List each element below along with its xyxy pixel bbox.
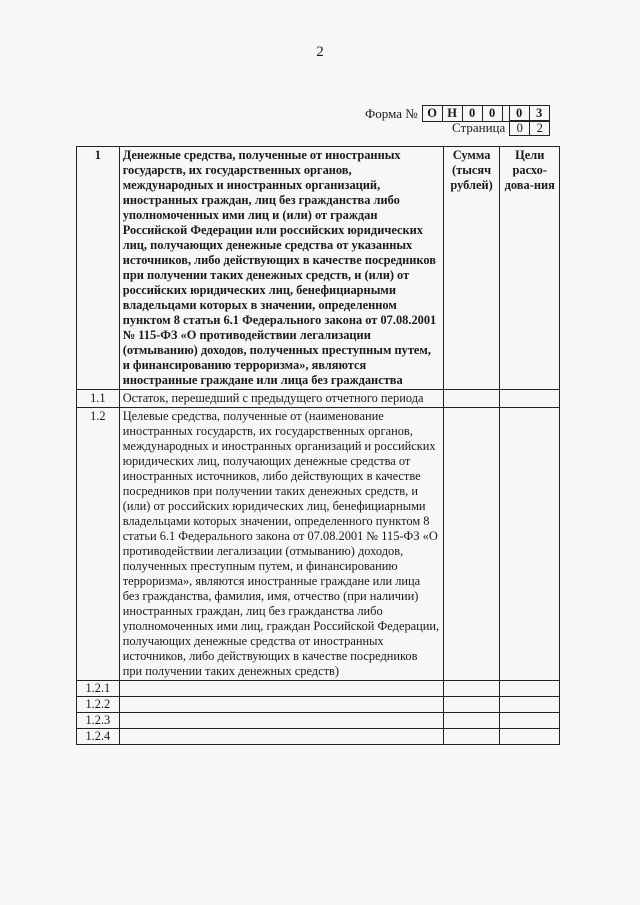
funds-table [76,146,560,745]
sum-cell [443,729,500,745]
page-number: 2 [316,44,324,60]
row-number: 1.2.4 [77,729,120,745]
row-description: Целевые средства, полученные от (наименование иностранных государств, их государственных органов, международных и иностранных организаций и российских юридических лиц, получающих денежные средства от иностранных источников, либо действующих в качестве посредников при получении таких денежных средств, и (или) от российских юридических лиц, бенефициарными владельцами которых значении, определенного пунктом 8 статьи 6.1 Федерального закона от 07.08.2001 № 115-ФЗ «О противодействии легализации (отмыванию) доходов, полученных преступным путем, и финансированию терроризма», являются иностранные граждане или лица без гражданства, фамилия, имя, отчество (при наличии) иностранных граждан, лиц без гражданства либо уполномоченных ими лиц, граждан Российской Федерации, получающих денежные средства от иностранных источников, либо действующих в качестве посредников при получении таких денежных средств) [119,408,443,681]
goal-cell [500,729,560,745]
row-number: 1 [77,147,120,390]
sum-cell [443,390,500,408]
table-row [77,729,560,745]
goal-cell [500,713,560,729]
form-code-cell: 0 [509,106,529,121]
sum-cell [443,697,500,713]
page-digit-boxes [509,120,550,136]
table-row [77,408,560,681]
goal-cell [500,408,560,681]
row-description [119,713,443,729]
table-row [77,147,560,390]
table-row [77,390,560,408]
sum-column-header: Сумма (тысяч рублей) [443,147,500,390]
goal-cell [500,697,560,713]
sum-cell [443,713,500,729]
form-label: Форма № [365,105,418,121]
form-code-cell: Н [442,106,462,121]
row-number: 1.2.2 [77,697,120,713]
sum-cell [443,681,500,697]
row-description: Остаток, перешедший с предыдущего отчетного периода [119,390,443,408]
row-description [119,729,443,745]
row-description: Денежные средства, полученные от иностранных государств, их государственных органов, международных и иностранных организаций, иностранных граждан, лиц без гражданства либо уполномоченных ими лиц и (или) от граждан Российской Федерации или российских юридических лиц, получающих денежные средства от указанных источников, либо действующих в качестве посредников при получении таких денежных средств, и (или) от российских юридических лиц, бенефициарными владельцами которых в значении, определенном пунктом 8 статьи 6.1 Федерального закона от 07.08.2001 № 115-ФЗ «О противодействии легализации (отмыванию) доходов, полученных преступным путем, и финансированию терроризма», являются иностранные граждане или лица без гражданства [119,147,443,390]
sum-cell [443,408,500,681]
table-row [77,713,560,729]
row-number: 1.2.3 [77,713,120,729]
form-code-cell: 0 [462,106,482,121]
row-description [119,697,443,713]
form-code-cell: О [427,106,437,120]
page-indicator-row [452,120,550,136]
goal-cell [500,390,560,408]
form-code-cell: 3 [529,106,549,121]
form-code-cell: 0 [482,106,502,121]
page-digit-cell: 2 [529,121,549,135]
row-description [119,681,443,697]
table-row [77,697,560,713]
form-code-gap [502,106,509,121]
row-number: 1.2 [77,408,120,681]
table-row [77,681,560,697]
page-label: Страница [452,120,506,135]
goal-column-header: Цели расхо-дова-ния [500,147,560,390]
goal-cell [500,681,560,697]
row-number: 1.1 [77,390,120,408]
page-digit-cell: 0 [516,121,523,135]
row-number: 1.2.1 [77,681,120,697]
